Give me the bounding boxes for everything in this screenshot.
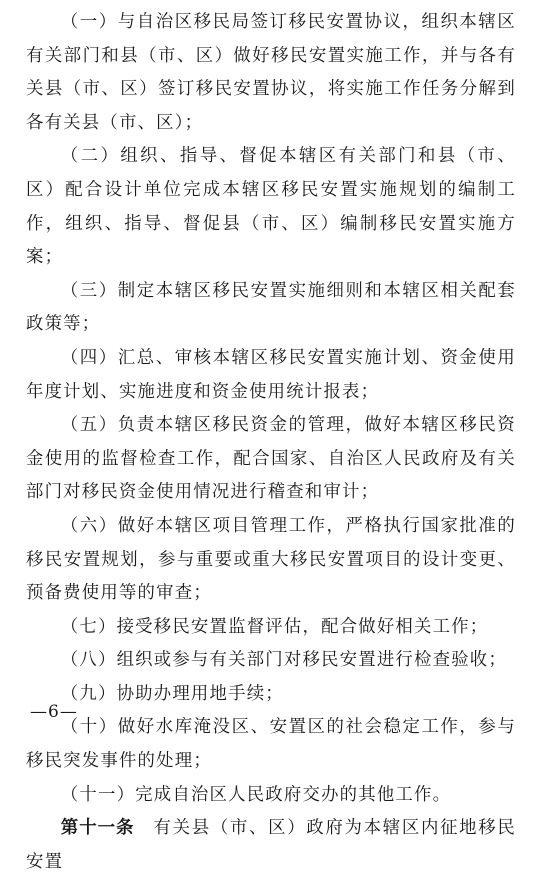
document-page bbox=[26, 6, 516, 879]
paragraph-item-2: （二）组织、指导、督促本辖区有关部门和县（市、区）配合设计单位完成本辖区移民安置实施规划的编制工作，组织、指导、督促县（市、区）编制移民安置实施方案； bbox=[26, 146, 516, 268]
paragraph-item-10: （十）做好水库淹没区、安置区的社会稳定工作，参与移民突发事件的处理； bbox=[26, 717, 516, 772]
article-paragraph bbox=[26, 812, 516, 879]
paragraph-item-6: （六）做好本辖区项目管理工作，严格执行国家批准的移民安置规划，参与重要或重大移民安置项目的设计变更、预备费使用等的审查； bbox=[26, 515, 516, 604]
paragraph-item-8: （八）组织或参与有关部门对移民安置进行检查验收； bbox=[60, 650, 507, 671]
paragraph-item-7: （七）接受移民安置监督评估，配合做好相关工作； bbox=[60, 616, 489, 637]
paragraph-item-9: （九）协助办理用地手续； bbox=[60, 683, 284, 704]
paragraph-item-1: （一）与自治区移民局签订移民安置协议，组织本辖区有关部门和县（市、区）做好移民安置实施工作，并与各有关县（市、区）签订移民安置协议，将实施工作任务分解到各有关县（市、区）； bbox=[26, 12, 516, 133]
page-number: —6— bbox=[30, 702, 78, 722]
paragraph-item-5: （五）负责本辖区移民资金的管理，做好本辖区移民资金使用的监督检查工作，配合国家、自治区人民政府及有关部门对移民资金使用情况进行稽查和审计； bbox=[26, 415, 516, 503]
paragraph-item-3: （三）制定本辖区移民安置实施细则和本辖区相关配套政策等； bbox=[26, 280, 516, 335]
article-label: 第十一条 bbox=[60, 818, 135, 839]
paragraph-item-11: （十一）完成自治区人民政府交办的其他工作。 bbox=[60, 784, 452, 805]
paragraph-item-4: （四）汇总、审核本辖区移民安置实施计划、资金使用年度计划、实施进度和资金使用统计报表； bbox=[26, 347, 516, 402]
article-text: 有关县（市、区）政府为本辖区内征地移民安置 bbox=[26, 818, 516, 872]
